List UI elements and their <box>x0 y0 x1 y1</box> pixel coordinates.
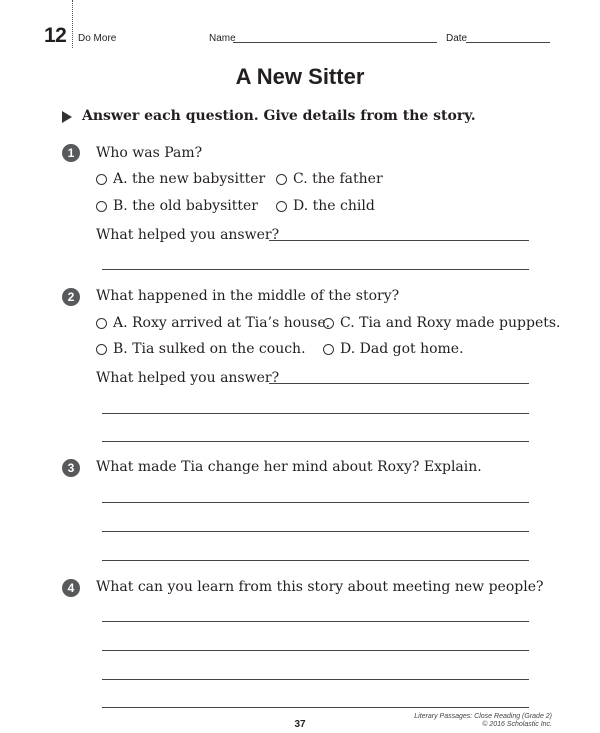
radio-circle-icon[interactable] <box>96 201 107 212</box>
answer-line[interactable] <box>102 621 529 622</box>
answer-line[interactable] <box>102 679 529 680</box>
section-label: Do More <box>78 33 117 44</box>
answer-option[interactable]: A. Roxy arrived at Tia’s house. <box>96 315 330 331</box>
radio-circle-icon[interactable] <box>323 318 334 329</box>
answer-line[interactable] <box>102 560 529 561</box>
credit-line: Literary Passages: Close Reading (Grade 2) <box>414 713 552 720</box>
radio-circle-icon[interactable] <box>96 318 107 329</box>
name-field[interactable] <box>233 42 437 43</box>
answer-option[interactable]: D. the child <box>276 198 375 214</box>
answer-option[interactable]: C. Tia and Roxy made puppets. <box>323 315 561 331</box>
question-text: What happened in the middle of the story? <box>96 288 400 304</box>
hint-prompt: What helped you answer? <box>96 227 280 243</box>
lesson-number: 12 <box>44 24 67 47</box>
question-number-badge: 4 <box>62 579 80 597</box>
answer-option[interactable]: A. the new babysitter <box>96 171 265 187</box>
question-text: What made Tia change her mind about Roxy? Explain. <box>96 459 482 475</box>
question-number-badge: 3 <box>62 459 80 477</box>
answer-option[interactable]: D. Dad got home. <box>323 341 464 357</box>
credit-line: © 2016 Scholastic Inc. <box>482 721 552 728</box>
question-number-badge: 2 <box>62 288 80 306</box>
radio-circle-icon[interactable] <box>96 174 107 185</box>
radio-circle-icon[interactable] <box>276 174 287 185</box>
date-label: Date <box>446 33 468 44</box>
answer-line[interactable] <box>269 240 529 241</box>
radio-circle-icon[interactable] <box>276 201 287 212</box>
instructions: Answer each question. Give details from the story. <box>82 108 476 124</box>
play-arrow-icon <box>62 111 72 123</box>
page-title: A New Sitter <box>235 64 365 89</box>
copyright-credit <box>414 713 552 729</box>
answer-line[interactable] <box>102 650 529 651</box>
answer-line[interactable] <box>102 441 529 442</box>
answer-option[interactable]: C. the father <box>276 171 383 187</box>
answer-option[interactable]: B. Tia sulked on the couch. <box>96 341 306 357</box>
answer-line[interactable] <box>102 413 529 414</box>
answer-line[interactable] <box>102 269 529 270</box>
answer-option[interactable]: B. the old babysitter <box>96 198 258 214</box>
answer-line[interactable] <box>102 502 529 503</box>
answer-line[interactable] <box>102 707 529 708</box>
page-number: 37 <box>294 719 306 730</box>
header-divider <box>72 0 73 48</box>
hint-prompt: What helped you answer? <box>96 370 280 386</box>
answer-line[interactable] <box>102 531 529 532</box>
radio-circle-icon[interactable] <box>96 344 107 355</box>
radio-circle-icon[interactable] <box>323 344 334 355</box>
question-text: What can you learn from this story about meeting new people? <box>96 579 544 595</box>
question-text: Who was Pam? <box>96 145 203 161</box>
name-label: Name <box>209 33 236 44</box>
date-field[interactable] <box>466 42 550 43</box>
question-number-badge: 1 <box>62 144 80 162</box>
answer-line[interactable] <box>269 383 529 384</box>
